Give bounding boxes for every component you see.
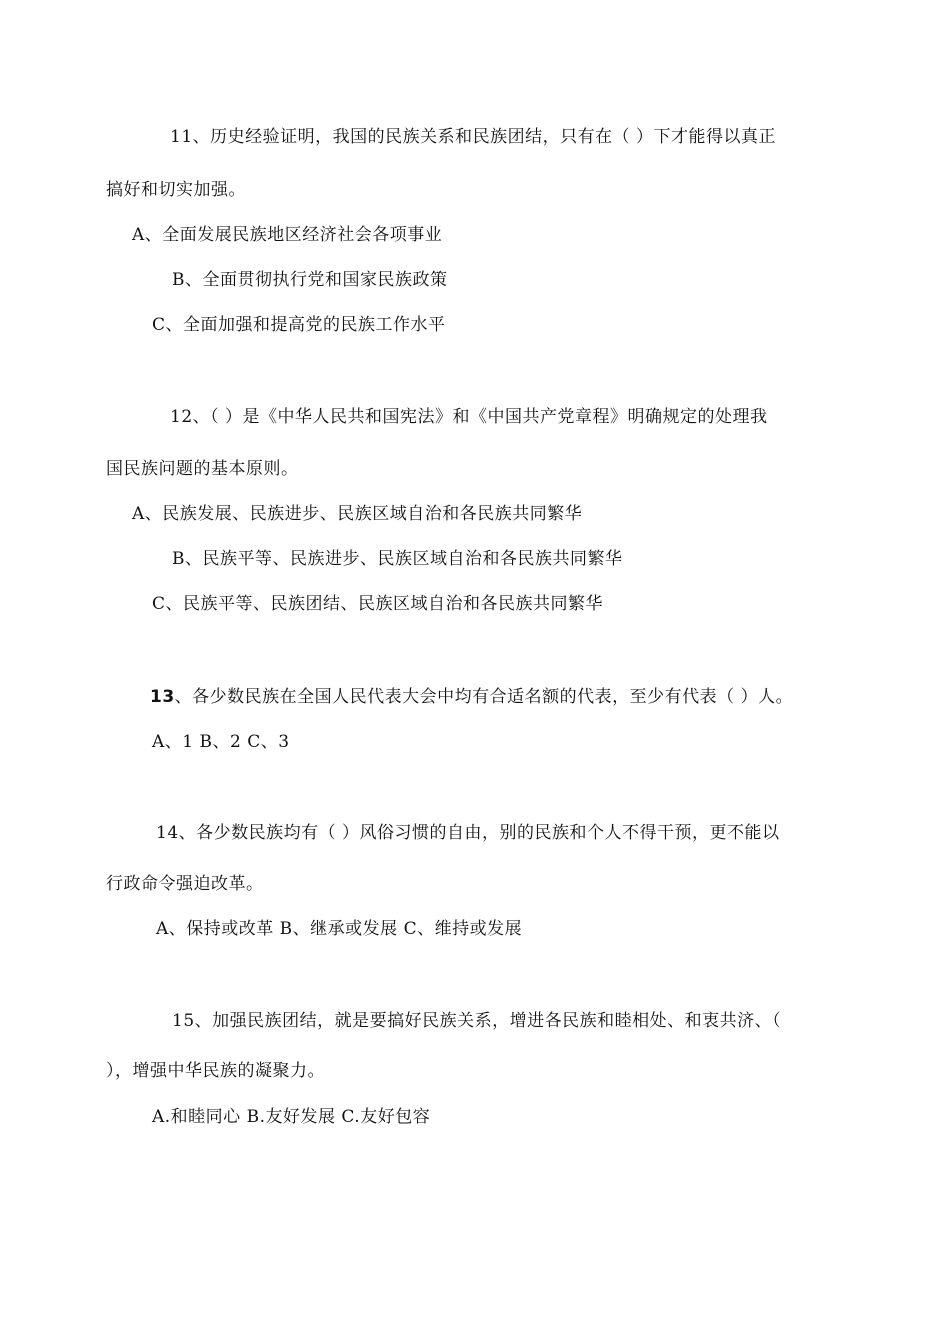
question-12-line-1: 12、（ ）是《中华人民共和国宪法》和《中国共产党章程》明确规定的处理我 — [170, 407, 768, 427]
question-12-option-c: C、民族平等、民族团结、民族区域自治和各民族共同繁华 — [152, 594, 604, 614]
question-11-option-b: B、全面贯彻执行党和国家民族政策 — [172, 270, 448, 290]
question-15-line-1: 15、加强民族团结，就是要搞好民族关系，增进各民族和睦相处、和衷共济、（ — [172, 1011, 782, 1031]
question-11-option-c: C、全面加强和提高党的民族工作水平 — [152, 315, 446, 335]
question-13-options: A、1 B、2 C、3 — [152, 732, 290, 752]
question-13-line-1 — [150, 686, 793, 708]
question-15-options: A.和睦同心 B.友好发展 C.友好包容 — [152, 1107, 431, 1127]
question-11-line-2: 搞好和切实加强。 — [106, 180, 246, 200]
question-11-option-a: A、全面发展民族地区经济社会各项事业 — [132, 225, 443, 245]
question-14-options: A、保持或改革 B、继承或发展 C、维持或发展 — [156, 919, 523, 939]
question-11-line-1: 11、历史经验证明，我国的民族关系和民族团结，只有在（ ）下才能得以真正 — [170, 127, 777, 147]
question-14-line-1: 14、各少数民族均有（ ）风俗习惯的自由，别的民族和个人不得干预，更不能以 — [156, 823, 780, 843]
question-13-text: 、各少数民族在全国人民代表大会中均有合适名额的代表，至少有代表（ ）人。 — [174, 687, 794, 707]
question-13-number: 13 — [150, 687, 175, 707]
question-14-line-2: 行政命令强迫改革。 — [106, 874, 264, 894]
question-12-option-b: B、民族平等、民族进步、民族区域自治和各民族共同繁华 — [172, 549, 623, 569]
question-12-line-2: 国民族问题的基本原则。 — [106, 459, 299, 479]
question-15-line-2: ），增强中华民族的凝聚力。 — [106, 1061, 325, 1081]
question-12-option-a: A、民族发展、民族进步、民族区域自治和各民族共同繁华 — [132, 504, 583, 524]
